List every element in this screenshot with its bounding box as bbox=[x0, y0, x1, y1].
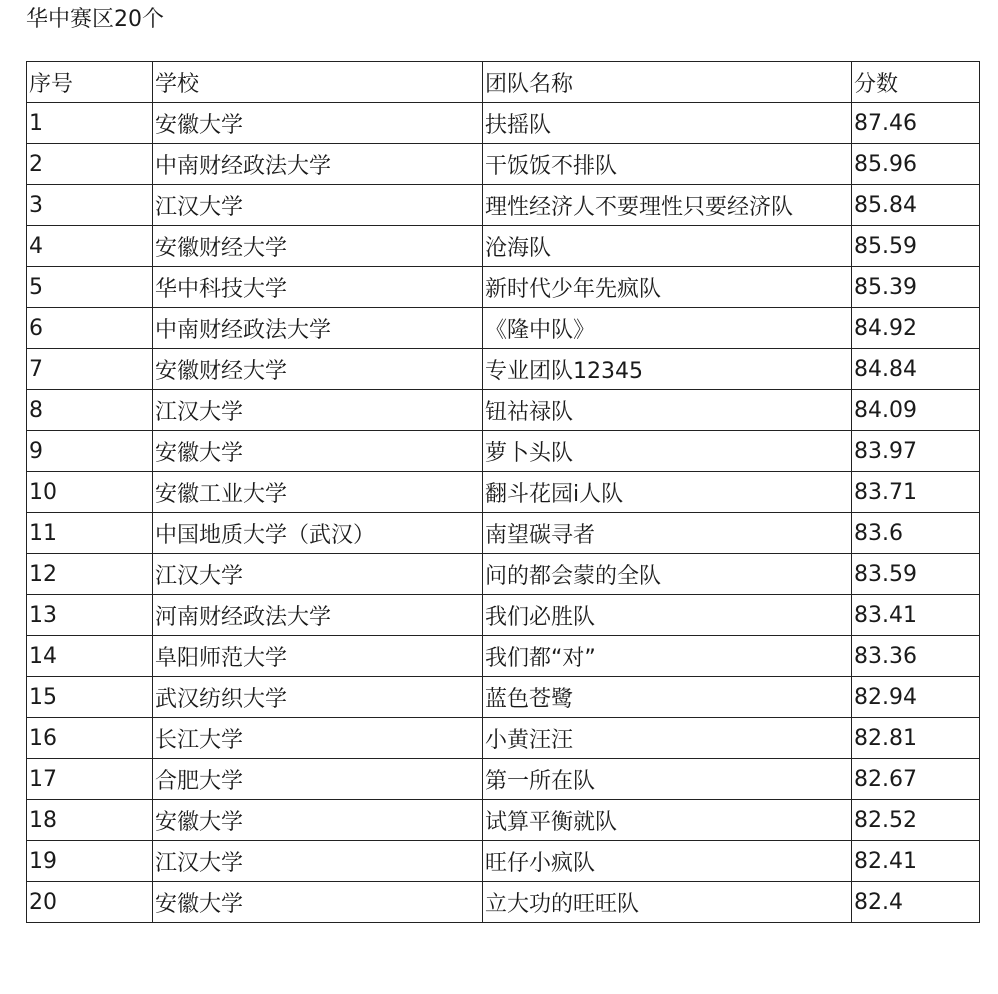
cell-score: 84.92 bbox=[852, 308, 980, 349]
table-row bbox=[27, 718, 980, 759]
cell-score: 82.94 bbox=[852, 677, 980, 718]
cell-index: 9 bbox=[27, 431, 153, 472]
cell-score: 82.52 bbox=[852, 800, 980, 841]
cell-team-name: 南望碳寻者 bbox=[483, 513, 852, 554]
cell-school: 阜阳师范大学 bbox=[153, 636, 483, 677]
cell-school: 安徽大学 bbox=[153, 800, 483, 841]
cell-score: 84.84 bbox=[852, 349, 980, 390]
table-row bbox=[27, 103, 980, 144]
table-row bbox=[27, 185, 980, 226]
cell-score: 83.6 bbox=[852, 513, 980, 554]
cell-index: 8 bbox=[27, 390, 153, 431]
table-row bbox=[27, 308, 980, 349]
cell-school: 安徽大学 bbox=[153, 103, 483, 144]
cell-score: 83.97 bbox=[852, 431, 980, 472]
cell-school: 江汉大学 bbox=[153, 554, 483, 595]
cell-team-name: 专业团队12345 bbox=[483, 349, 852, 390]
table-row bbox=[27, 636, 980, 677]
table-body bbox=[27, 103, 980, 923]
cell-school: 武汉纺织大学 bbox=[153, 677, 483, 718]
cell-team-name: 蓝色苍鹭 bbox=[483, 677, 852, 718]
cell-score: 87.46 bbox=[852, 103, 980, 144]
cell-school: 河南财经政法大学 bbox=[153, 595, 483, 636]
cell-index: 11 bbox=[27, 513, 153, 554]
cell-index: 12 bbox=[27, 554, 153, 595]
cell-score: 84.09 bbox=[852, 390, 980, 431]
cell-team-name: 第一所在队 bbox=[483, 759, 852, 800]
cell-school: 安徽财经大学 bbox=[153, 226, 483, 267]
cell-score: 82.67 bbox=[852, 759, 980, 800]
cell-team-name: 新时代少年先疯队 bbox=[483, 267, 852, 308]
table-row bbox=[27, 882, 980, 923]
header-team-name: 团队名称 bbox=[483, 62, 852, 103]
cell-score: 83.36 bbox=[852, 636, 980, 677]
cell-team-name: 萝卜头队 bbox=[483, 431, 852, 472]
table-row bbox=[27, 390, 980, 431]
table-row bbox=[27, 513, 980, 554]
cell-team-name: 问的都会蒙的全队 bbox=[483, 554, 852, 595]
cell-index: 4 bbox=[27, 226, 153, 267]
cell-score: 85.84 bbox=[852, 185, 980, 226]
table-row bbox=[27, 841, 980, 882]
cell-index: 19 bbox=[27, 841, 153, 882]
cell-school: 江汉大学 bbox=[153, 390, 483, 431]
cell-team-name: 立大功的旺旺队 bbox=[483, 882, 852, 923]
cell-school: 安徽工业大学 bbox=[153, 472, 483, 513]
table-row bbox=[27, 800, 980, 841]
results-table bbox=[26, 61, 980, 923]
cell-index: 20 bbox=[27, 882, 153, 923]
cell-team-name: 理性经济人不要理性只要经济队 bbox=[483, 185, 852, 226]
header-index: 序号 bbox=[27, 62, 153, 103]
table-row bbox=[27, 349, 980, 390]
table-row bbox=[27, 759, 980, 800]
cell-team-name: 沧海队 bbox=[483, 226, 852, 267]
cell-score: 85.39 bbox=[852, 267, 980, 308]
cell-team-name: 我们都“对” bbox=[483, 636, 852, 677]
cell-score: 85.96 bbox=[852, 144, 980, 185]
cell-index: 17 bbox=[27, 759, 153, 800]
cell-school: 中南财经政法大学 bbox=[153, 144, 483, 185]
table-row bbox=[27, 144, 980, 185]
header-score: 分数 bbox=[852, 62, 980, 103]
cell-score: 85.59 bbox=[852, 226, 980, 267]
cell-school: 中国地质大学（武汉） bbox=[153, 513, 483, 554]
cell-school: 安徽大学 bbox=[153, 431, 483, 472]
cell-index: 2 bbox=[27, 144, 153, 185]
cell-score: 83.41 bbox=[852, 595, 980, 636]
table-row bbox=[27, 595, 980, 636]
table-row bbox=[27, 472, 980, 513]
cell-school: 安徽财经大学 bbox=[153, 349, 483, 390]
table-header-row bbox=[27, 62, 980, 103]
cell-team-name: 扶摇队 bbox=[483, 103, 852, 144]
table-row bbox=[27, 554, 980, 595]
cell-index: 16 bbox=[27, 718, 153, 759]
cell-school: 江汉大学 bbox=[153, 841, 483, 882]
cell-index: 14 bbox=[27, 636, 153, 677]
cell-score: 83.71 bbox=[852, 472, 980, 513]
table-row bbox=[27, 267, 980, 308]
cell-index: 5 bbox=[27, 267, 153, 308]
header-school: 学校 bbox=[153, 62, 483, 103]
cell-index: 6 bbox=[27, 308, 153, 349]
cell-index: 7 bbox=[27, 349, 153, 390]
cell-school: 华中科技大学 bbox=[153, 267, 483, 308]
cell-score: 83.59 bbox=[852, 554, 980, 595]
cell-index: 18 bbox=[27, 800, 153, 841]
table-row bbox=[27, 431, 980, 472]
cell-score: 82.4 bbox=[852, 882, 980, 923]
cell-team-name: 旺仔小疯队 bbox=[483, 841, 852, 882]
cell-team-name: 试算平衡就队 bbox=[483, 800, 852, 841]
cell-score: 82.41 bbox=[852, 841, 980, 882]
cell-school: 长江大学 bbox=[153, 718, 483, 759]
cell-school: 合肥大学 bbox=[153, 759, 483, 800]
cell-team-name: 小黄汪汪 bbox=[483, 718, 852, 759]
cell-team-name: 《隆中队》 bbox=[483, 308, 852, 349]
cell-school: 安徽大学 bbox=[153, 882, 483, 923]
cell-team-name: 钮祜禄队 bbox=[483, 390, 852, 431]
page-title: 华中赛区20个 bbox=[26, 7, 164, 32]
cell-school: 中南财经政法大学 bbox=[153, 308, 483, 349]
cell-score: 82.81 bbox=[852, 718, 980, 759]
table-row bbox=[27, 226, 980, 267]
table-row bbox=[27, 677, 980, 718]
cell-school: 江汉大学 bbox=[153, 185, 483, 226]
cell-index: 13 bbox=[27, 595, 153, 636]
cell-team-name: 干饭饭不排队 bbox=[483, 144, 852, 185]
cell-index: 10 bbox=[27, 472, 153, 513]
cell-index: 3 bbox=[27, 185, 153, 226]
cell-team-name: 翻斗花园i人队 bbox=[483, 472, 852, 513]
cell-index: 1 bbox=[27, 103, 153, 144]
cell-team-name: 我们必胜队 bbox=[483, 595, 852, 636]
cell-index: 15 bbox=[27, 677, 153, 718]
